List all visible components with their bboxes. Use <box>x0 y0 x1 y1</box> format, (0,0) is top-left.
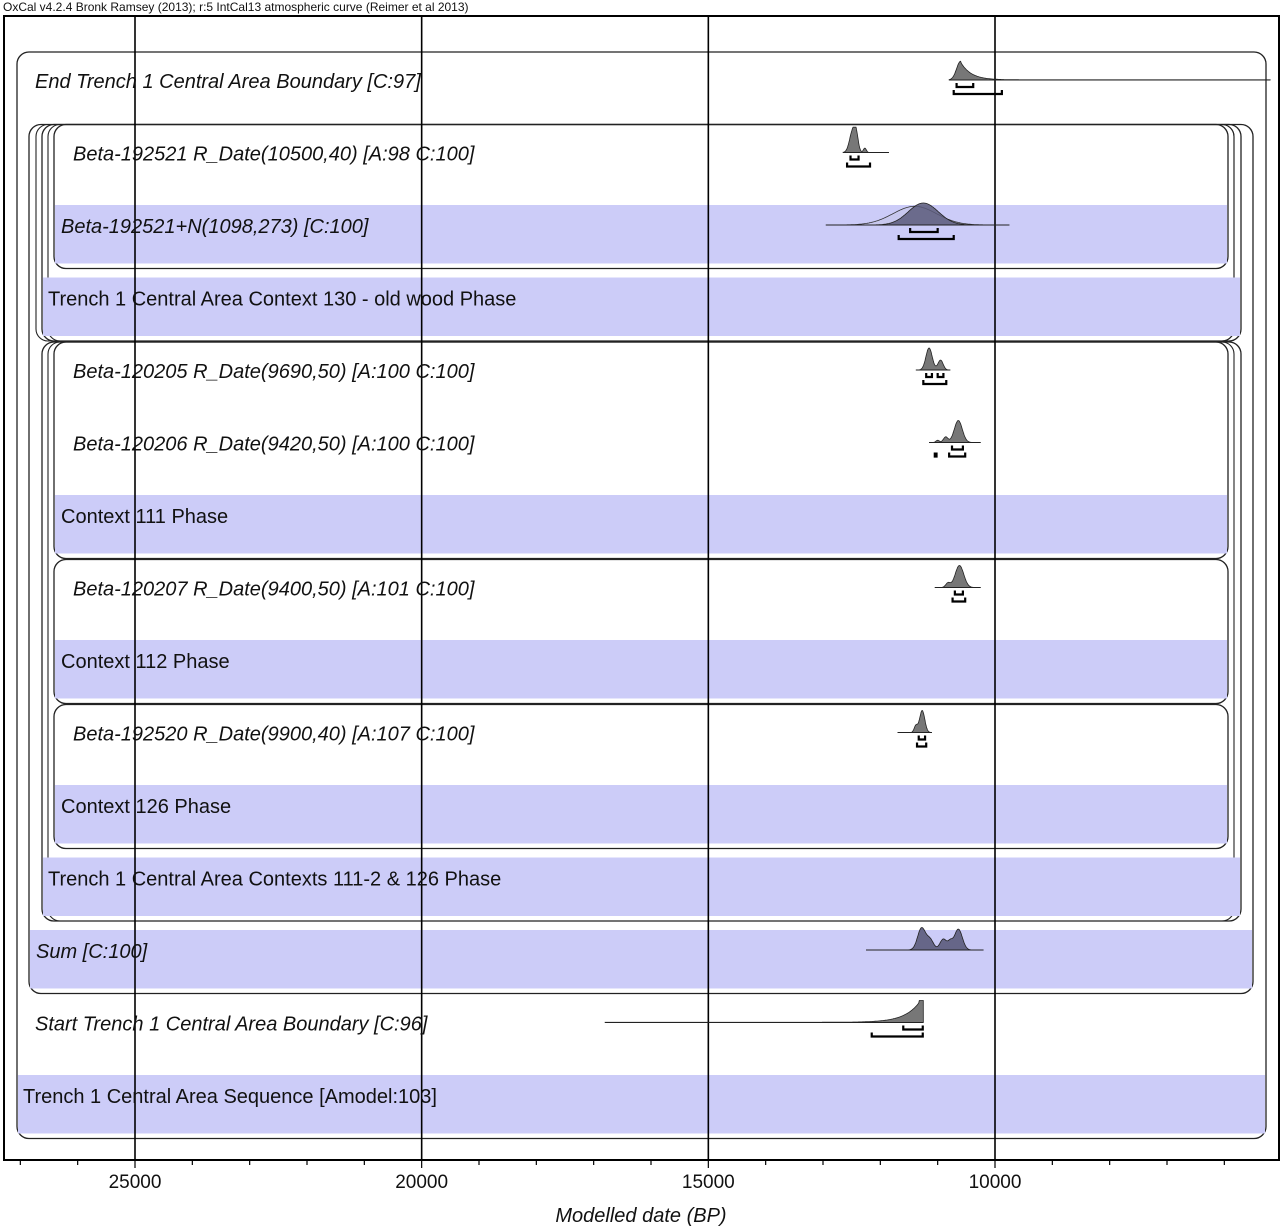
row-label: Trench 1 Central Area Sequence [Amodel:103] <box>23 1086 437 1108</box>
row-label: Beta-192521 R_Date(10500,40) [A:98 C:100] <box>73 143 475 166</box>
probability-distribution <box>916 348 950 370</box>
row-label: Beta-192520 R_Date(9900,40) [A:107 C:100] <box>73 723 475 746</box>
phase-shade <box>55 495 1227 554</box>
row-label: Sum [C:100] <box>36 941 148 963</box>
row-label: Beta-120207 R_Date(9400,50) [A:101 C:100] <box>73 578 475 601</box>
probability-distribution <box>929 421 981 443</box>
range-bracket <box>957 83 974 87</box>
range-bracket <box>955 591 963 595</box>
x-tick-label: 10000 <box>968 1172 1022 1193</box>
range-bracket <box>953 598 966 602</box>
probability-distribution <box>843 127 889 152</box>
row-label: Beta-120206 R_Date(9420,50) [A:100 C:100] <box>73 433 475 456</box>
row-label: Context 112 Phase <box>61 651 230 673</box>
boundary-distribution <box>949 61 1270 80</box>
x-axis-label: Modelled date (BP) <box>555 1205 727 1227</box>
range-bracket <box>926 373 932 377</box>
chart-header: OxCal v4.2.4 Bronk Ramsey (2013); r:5 IntCal13 atmospheric curve (Reimer et al 2013) <box>3 0 469 14</box>
probability-distribution <box>935 566 981 588</box>
range-bracket <box>938 373 944 377</box>
row-label: Start Trench 1 Central Area Boundary [C:96] <box>35 1013 428 1036</box>
row-label: End Trench 1 Central Area Boundary [C:97] <box>35 71 421 93</box>
row-label: Trench 1 Central Area Context 130 - old wood Phase <box>48 288 517 311</box>
x-tick-label: 20000 <box>395 1172 449 1193</box>
range-bracket <box>847 163 870 167</box>
range-bracket <box>949 453 965 457</box>
range-bracket <box>935 453 937 457</box>
x-tick-label: 15000 <box>681 1172 735 1193</box>
boundary-distribution <box>605 1001 923 1023</box>
row-label: Context 111 Phase <box>61 506 229 528</box>
range-bracket <box>952 446 963 450</box>
phase-shade <box>30 930 1252 989</box>
range-bracket <box>917 743 926 747</box>
phase-shade <box>55 640 1227 699</box>
row-label: Beta-192521+N(1098,273) [C:100] <box>61 216 369 238</box>
range-bracket <box>851 156 859 160</box>
range-bracket <box>919 736 925 740</box>
x-axis-ticks <box>20 1160 1224 1193</box>
x-tick-label: 25000 <box>108 1172 162 1193</box>
range-bracket <box>923 380 946 384</box>
row-label: Trench 1 Central Area Contexts 111-2 & 126 Phase <box>48 868 502 891</box>
row-label: Context 126 Phase <box>61 796 232 818</box>
probability-distribution <box>898 711 932 733</box>
range-bracket <box>903 1026 922 1030</box>
row-label: Beta-120205 R_Date(9690,50) [A:100 C:100] <box>73 361 475 383</box>
range-bracket <box>872 1033 923 1037</box>
